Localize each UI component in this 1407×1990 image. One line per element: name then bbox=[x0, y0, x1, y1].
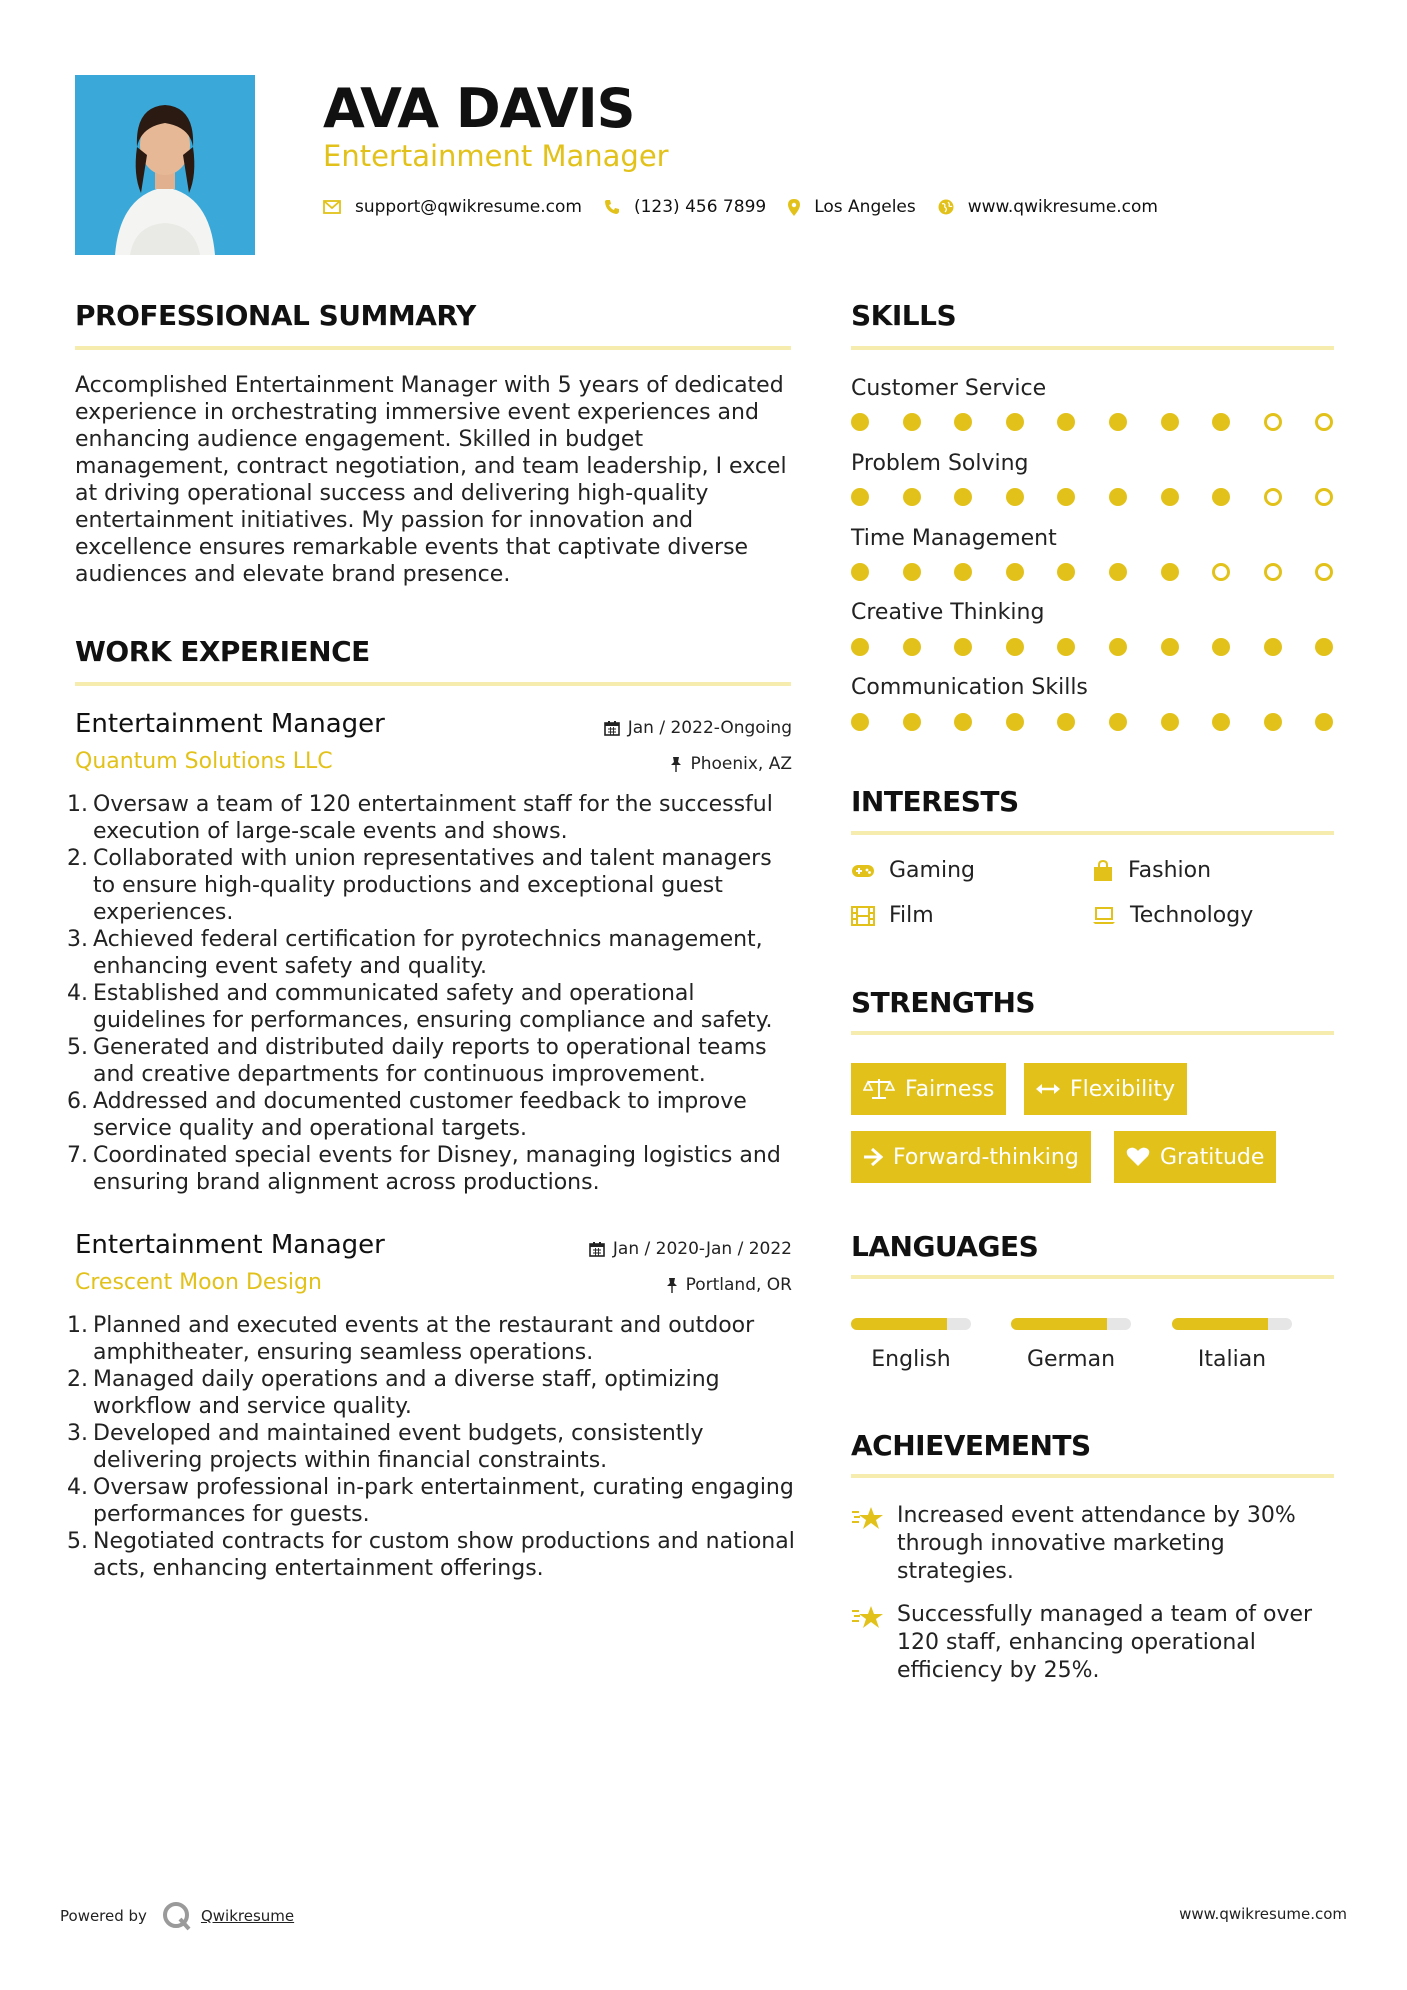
job-location bbox=[670, 753, 792, 775]
skill-dot-filled bbox=[1057, 413, 1075, 431]
skill-rating bbox=[851, 563, 1367, 581]
contact-bar bbox=[323, 193, 1180, 221]
skill-dot-filled bbox=[1057, 488, 1075, 506]
skill-dot-filled bbox=[903, 413, 921, 431]
contact-email[interactable]: support@qwikresume.com bbox=[355, 197, 582, 217]
interest-label: Gaming bbox=[889, 858, 975, 883]
heart-icon bbox=[1126, 1147, 1150, 1167]
interests-heading: INTERESTS bbox=[851, 785, 1019, 818]
job-dates bbox=[604, 717, 792, 739]
candidate-title: Entertainment Manager bbox=[323, 139, 669, 173]
skill-dot-filled bbox=[851, 563, 869, 581]
strength-label: Flexibility bbox=[1070, 1076, 1175, 1102]
skill-rating bbox=[851, 488, 1367, 506]
achievement-item bbox=[851, 1502, 1331, 1586]
skill-dot-filled bbox=[1212, 488, 1230, 506]
language-level-fill bbox=[851, 1318, 947, 1330]
skill-dot-filled bbox=[1161, 638, 1179, 656]
contact-website[interactable]: www.qwikresume.com bbox=[967, 197, 1158, 217]
skills-heading: SKILLS bbox=[851, 299, 957, 332]
achievement-text: Successfully managed a team of over 120 staff, enhancing operational efficiency by 25%. bbox=[897, 1602, 1313, 1683]
skill-dot-filled bbox=[1109, 638, 1127, 656]
skill-dot-empty bbox=[1212, 563, 1230, 581]
job-bullet: 3. Developed and maintained event budgets, consistently delivering projects within financial constraints. bbox=[67, 1421, 704, 1473]
job-location bbox=[666, 1274, 792, 1296]
profile-photo bbox=[75, 75, 255, 255]
skill-dot-filled bbox=[1006, 413, 1024, 431]
experience-divider bbox=[75, 682, 791, 686]
languages-heading: LANGUAGES bbox=[851, 1230, 1039, 1263]
footer-website[interactable]: www.qwikresume.com bbox=[1179, 1905, 1347, 1923]
language-name: English bbox=[871, 1347, 951, 1372]
pushpin-icon bbox=[666, 1277, 678, 1293]
language-level-fill bbox=[1011, 1318, 1107, 1330]
shopping-bag-icon bbox=[1092, 860, 1114, 882]
skill-dot-filled bbox=[851, 413, 869, 431]
skill-dot-filled bbox=[1264, 713, 1282, 731]
skill-dot-filled bbox=[851, 488, 869, 506]
skill-dot-filled bbox=[1161, 413, 1179, 431]
job-company: Crescent Moon Design bbox=[75, 1270, 322, 1295]
skill-dot-filled bbox=[903, 638, 921, 656]
achievement-item bbox=[851, 1601, 1331, 1685]
skill-dot-filled bbox=[1212, 713, 1230, 731]
qwikresume-logo-icon bbox=[161, 1900, 193, 1932]
languages-divider bbox=[851, 1275, 1334, 1279]
interest-label: Fashion bbox=[1128, 858, 1212, 883]
skill-dot-empty bbox=[1315, 488, 1333, 506]
job-company: Quantum Solutions LLC bbox=[75, 749, 333, 774]
skill-dot-filled bbox=[1161, 563, 1179, 581]
gamepad-icon bbox=[851, 863, 875, 879]
laptop-icon bbox=[1092, 907, 1116, 925]
job-bullet: 5. Negotiated contracts for custom show productions and national acts, enhancing entertainment offerings. bbox=[67, 1529, 795, 1581]
skill-dot-empty bbox=[1264, 413, 1282, 431]
skill-rating bbox=[851, 638, 1367, 656]
interests-divider bbox=[851, 831, 1334, 835]
skill-dot-filled bbox=[954, 563, 972, 581]
skill-dot-filled bbox=[1161, 488, 1179, 506]
language-level-bar bbox=[851, 1318, 971, 1330]
interest-label: Film bbox=[889, 903, 934, 928]
arrows-h-icon bbox=[1036, 1082, 1060, 1096]
strengths-heading: STRENGTHS bbox=[851, 986, 1036, 1019]
language-level-bar bbox=[1011, 1318, 1131, 1330]
skill-dot-filled bbox=[1006, 638, 1024, 656]
skills-divider bbox=[851, 346, 1334, 350]
qwikresume-link[interactable]: Qwikresume bbox=[200, 1907, 295, 1925]
skill-dot-filled bbox=[954, 488, 972, 506]
skill-dot-filled bbox=[1109, 563, 1127, 581]
calendar-icon bbox=[589, 1241, 605, 1257]
skill-dot-filled bbox=[1109, 413, 1127, 431]
skill-dot-filled bbox=[851, 713, 869, 731]
interest-label: Technology bbox=[1130, 903, 1254, 928]
language-name: Italian bbox=[1197, 1347, 1267, 1372]
pushpin-icon bbox=[670, 756, 682, 772]
language-name: German bbox=[1026, 1347, 1116, 1372]
strengths-divider bbox=[851, 1031, 1334, 1035]
balance-scale-icon bbox=[863, 1078, 895, 1100]
skill-dot-filled bbox=[1057, 638, 1075, 656]
skill-dot-empty bbox=[1264, 563, 1282, 581]
skill-name: Creative Thinking bbox=[851, 600, 1045, 625]
interest-item bbox=[1092, 857, 1211, 885]
skill-dot-filled bbox=[1057, 713, 1075, 731]
skill-dot-filled bbox=[1109, 713, 1127, 731]
interest-item bbox=[851, 902, 934, 930]
skill-dot-empty bbox=[1315, 413, 1333, 431]
strength-label: Fairness bbox=[905, 1076, 995, 1102]
summary-heading: PROFESSIONAL SUMMARY bbox=[75, 299, 476, 332]
phone-icon bbox=[604, 199, 620, 215]
language-level-bar bbox=[1172, 1318, 1292, 1330]
skill-dot-filled bbox=[954, 713, 972, 731]
skill-dot-filled bbox=[1264, 638, 1282, 656]
skill-dot-filled bbox=[903, 713, 921, 731]
envelope-icon bbox=[323, 200, 341, 214]
summary-text: Accomplished Entertainment Manager with 5 years of dedicated experience in orchestrating immersive event experiences and enhancing audience engagement. Skilled in budget management, contract negotiation, and team leadership, I excel at driving operational success and delivering high-quality entertainment initiatives. My passion for innovation and excellence ensures remarkable events that captivate diverse audiences and elevate brand presence. bbox=[75, 373, 787, 587]
skill-dot-empty bbox=[1315, 563, 1333, 581]
achievements-divider bbox=[851, 1474, 1334, 1478]
skill-dot-empty bbox=[1264, 488, 1282, 506]
skill-rating bbox=[851, 713, 1367, 731]
star-icon bbox=[851, 1603, 885, 1631]
skill-dot-filled bbox=[954, 413, 972, 431]
job-bullet: 3. Achieved federal certification for pyrotechnics management, enhancing event safety and quality. bbox=[67, 927, 763, 979]
job-bullet: 4. Oversaw professional in-park entertainment, curating engaging performances for guests. bbox=[67, 1475, 794, 1527]
skill-name: Problem Solving bbox=[851, 451, 1029, 476]
interest-item bbox=[851, 857, 975, 885]
strength-label: Gratitude bbox=[1160, 1144, 1265, 1170]
job-bullet: 6. Addressed and documented customer feedback to improve service quality and operational targets. bbox=[67, 1089, 747, 1141]
job-bullet: 2. Collaborated with union representatives and talent managers to ensure high-quality productions and exceptional guest experiences. bbox=[67, 846, 772, 925]
strength-badge bbox=[1114, 1131, 1276, 1183]
skill-name: Communication Skills bbox=[851, 675, 1088, 700]
skill-dot-filled bbox=[1006, 713, 1024, 731]
job-bullet: 7. Coordinated special events for Disney, managing logistics and ensuring brand alignment across productions. bbox=[67, 1143, 781, 1195]
job-bullets bbox=[67, 791, 797, 1196]
job-dates-text: Jan / 2020-Jan / 2022 bbox=[612, 1239, 792, 1259]
job-location-text: Portland, OR bbox=[685, 1275, 792, 1295]
job-dates bbox=[589, 1238, 792, 1260]
language-level-fill bbox=[1172, 1318, 1268, 1330]
job-bullet: 5. Generated and distributed daily reports to operational teams and creative departments for continuous improvement. bbox=[67, 1035, 767, 1087]
skill-dot-filled bbox=[903, 488, 921, 506]
achievements-heading: ACHIEVEMENTS bbox=[851, 1429, 1091, 1462]
job-bullet: 2. Managed daily operations and a diverse staff, optimizing workflow and service quality. bbox=[67, 1367, 720, 1419]
candidate-name: AVA DAVIS bbox=[323, 77, 635, 140]
strength-badge bbox=[851, 1063, 1006, 1115]
skill-dot-filled bbox=[1212, 638, 1230, 656]
profile-photo-image bbox=[75, 75, 255, 255]
skill-dot-filled bbox=[1057, 563, 1075, 581]
map-marker-icon bbox=[788, 199, 800, 216]
skill-name: Customer Service bbox=[851, 376, 1047, 401]
skill-rating bbox=[851, 413, 1367, 431]
globe-icon bbox=[938, 199, 954, 215]
skill-dot-filled bbox=[1006, 563, 1024, 581]
skill-name: Time Management bbox=[851, 526, 1057, 551]
strength-badge bbox=[851, 1131, 1091, 1183]
strength-badge bbox=[1024, 1063, 1187, 1115]
summary-divider bbox=[75, 346, 791, 350]
skill-dot-filled bbox=[851, 638, 869, 656]
contact-phone[interactable]: (123) 456 7899 bbox=[633, 197, 767, 217]
skill-dot-filled bbox=[1315, 713, 1333, 731]
skill-dot-filled bbox=[1212, 413, 1230, 431]
job-dates-text: Jan / 2022-Ongoing bbox=[627, 718, 792, 738]
skill-dot-filled bbox=[903, 563, 921, 581]
arrow-right-icon bbox=[863, 1148, 883, 1166]
powered-by-label: Powered by bbox=[60, 1907, 147, 1925]
job-bullet: 1. Oversaw a team of 120 entertainment staff for the successful execution of large-scale events and shows. bbox=[67, 792, 773, 844]
skill-dot-filled bbox=[1315, 638, 1333, 656]
interest-item bbox=[1092, 902, 1253, 930]
achievement-text: Increased event attendance by 30% through innovative marketing strategies. bbox=[897, 1503, 1296, 1584]
job-title: Entertainment Manager bbox=[75, 1230, 385, 1260]
job-location-text: Phoenix, AZ bbox=[690, 754, 792, 774]
skill-dot-filled bbox=[1109, 488, 1127, 506]
star-icon bbox=[851, 1504, 885, 1532]
calendar-icon bbox=[604, 720, 620, 736]
skill-dot-filled bbox=[1161, 713, 1179, 731]
footer-powered-by bbox=[60, 1900, 294, 1932]
job-bullet: 1. Planned and executed events at the restaurant and outdoor amphitheater, ensuring seamless operations. bbox=[67, 1313, 755, 1365]
strength-label: Forward-thinking bbox=[893, 1144, 1079, 1170]
film-icon bbox=[851, 906, 875, 926]
job-bullet: 4. Established and communicated safety and operational guidelines for performances, ensuring compliance and safety. bbox=[67, 981, 773, 1033]
contact-location: Los Angeles bbox=[814, 197, 916, 217]
job-bullets bbox=[67, 1312, 797, 1582]
job-title: Entertainment Manager bbox=[75, 709, 385, 739]
experience-heading: WORK EXPERIENCE bbox=[75, 635, 370, 668]
skill-dot-filled bbox=[1006, 488, 1024, 506]
skill-dot-filled bbox=[954, 638, 972, 656]
